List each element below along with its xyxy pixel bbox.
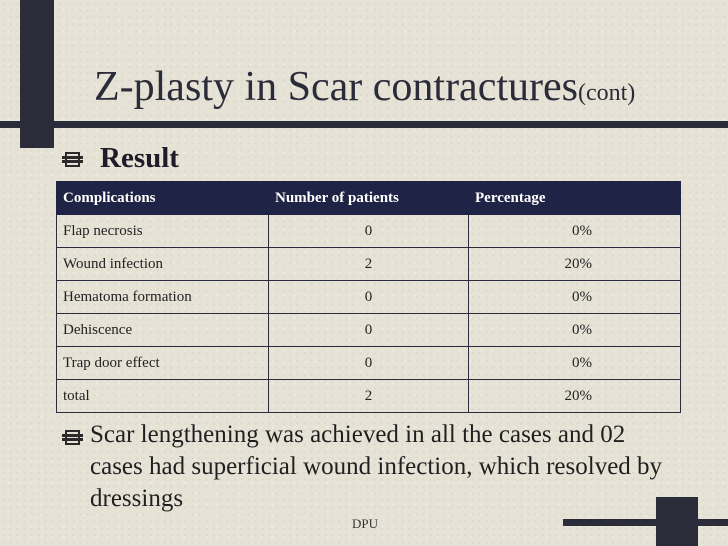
table-row xyxy=(57,215,681,248)
percentage-cell: 20% xyxy=(469,380,681,413)
decorative-line-top xyxy=(0,121,728,128)
column-header-percentage: Percentage xyxy=(469,182,681,215)
bullet-icon xyxy=(65,152,80,167)
column-header-complications: Complications xyxy=(57,182,269,215)
percentage-cell: 0% xyxy=(469,281,681,314)
complication-cell: Hematoma formation xyxy=(57,281,269,314)
complication-cell: Dehiscence xyxy=(57,314,269,347)
table-row xyxy=(57,281,681,314)
decorative-line-bottom xyxy=(563,519,728,526)
patients-cell: 2 xyxy=(269,380,469,413)
footer-label: DPU xyxy=(352,516,379,531)
table-row xyxy=(57,248,681,281)
table-row xyxy=(57,347,681,380)
percentage-cell: 0% xyxy=(469,215,681,248)
complication-cell: total xyxy=(57,380,269,413)
patients-cell: 0 xyxy=(269,215,469,248)
patients-cell: 0 xyxy=(269,314,469,347)
slide-title-text: Z-plasty in Scar contractures xyxy=(94,64,578,110)
complications-table xyxy=(56,181,681,413)
summary-text: Scar lengthening was achieved in all the cases and 02 cases had superficial wound infection, which resolved by dressings xyxy=(90,421,663,512)
percentage-cell: 0% xyxy=(469,314,681,347)
section-heading: Result xyxy=(100,142,179,174)
table-row-total xyxy=(57,380,681,413)
column-header-number-of-patients: Number of patients xyxy=(269,182,469,215)
patients-cell: 0 xyxy=(269,347,469,380)
percentage-cell: 0% xyxy=(469,347,681,380)
slide-title-suffix: (cont) xyxy=(577,80,636,106)
bullet-icon xyxy=(65,430,80,445)
slide-title xyxy=(94,62,635,118)
complication-cell: Trap door effect xyxy=(57,347,269,380)
complication-cell: Wound infection xyxy=(57,248,269,281)
patients-cell: 2 xyxy=(269,248,469,281)
patients-cell: 0 xyxy=(269,281,469,314)
complication-cell: Flap necrosis xyxy=(57,215,269,248)
table-row xyxy=(57,314,681,347)
percentage-cell: 20% xyxy=(469,248,681,281)
table-header-row xyxy=(57,182,681,215)
